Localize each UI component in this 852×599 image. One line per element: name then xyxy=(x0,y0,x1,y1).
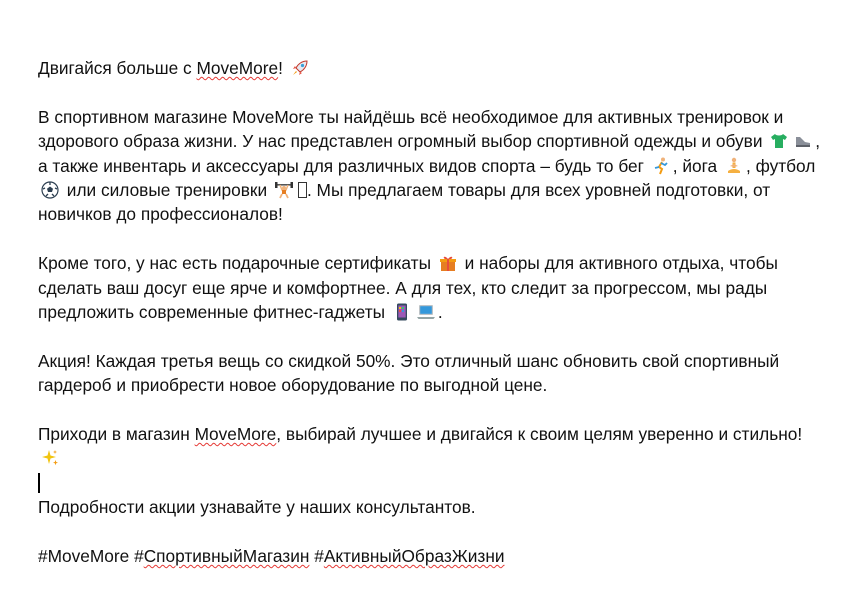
details-text: Подробности акции узнавайте у наших консультантов. xyxy=(38,497,476,518)
paragraph-gifts xyxy=(38,251,828,324)
runner-icon xyxy=(651,156,671,176)
brand-name: MoveMore xyxy=(194,424,277,445)
missing-glyph-icon xyxy=(298,182,307,198)
text-cursor xyxy=(38,473,40,493)
empty-line[interactable] xyxy=(38,471,828,495)
intro-text-4: , футбол xyxy=(745,155,816,176)
paragraph-headline xyxy=(38,56,828,80)
hashtag-movemore: #MoveMore xyxy=(38,546,130,567)
gifts-text-3: . xyxy=(437,302,443,323)
tshirt-icon xyxy=(769,131,789,151)
headline-exclamation: ! xyxy=(278,58,288,78)
gifts-text-1: Кроме того, у нас есть подарочные сертификаты xyxy=(38,253,436,274)
paragraph-call-to-action xyxy=(38,422,828,471)
cta-text-1: Приходи в магазин xyxy=(38,424,195,445)
hashtag-symbol: # xyxy=(314,546,324,567)
sneaker-icon xyxy=(793,131,813,151)
intro-text-2: , а также инвентарь и аксессуары для различных видов спорта – будь то бег xyxy=(38,131,821,176)
document-body[interactable] xyxy=(38,56,828,568)
sparkles-icon xyxy=(40,448,60,468)
promo-text: Акция! Каждая третья вещь со скидкой 50%. Это отличный шанс обновить свой спортивный гардероб и приобрести новое оборудование по выгодной цене. xyxy=(38,350,780,396)
soccer-ball-icon xyxy=(40,180,60,200)
hashtag-active-lifestyle: АктивныйОбразЖизни xyxy=(323,546,505,567)
cta-text-2: , выбирай лучшее и двигайся к своим целям уверенно и стильно! xyxy=(276,424,803,445)
paragraph-hashtags xyxy=(38,544,828,568)
hashtag-symbol: # xyxy=(134,546,144,567)
gift-icon xyxy=(438,253,458,273)
paragraph-details xyxy=(38,495,828,519)
rocket-icon xyxy=(290,58,310,78)
phone-icon xyxy=(392,302,412,322)
paragraph-intro xyxy=(38,105,828,227)
weightlifter-icon xyxy=(274,180,294,200)
yoga-icon xyxy=(724,156,744,176)
gifts-text-2: и наборы для активного отдыха, чтобы сделать ваш досуг еще ярче и комфортнее. А для тех, кто следит за прогрессом, мы рады предложить современные фитнес-гаджеты xyxy=(38,253,778,323)
intro-text-1: В спортивном магазине MoveMore ты найдёшь всё необходимое для активных тренировок и здорового образа жизни. У нас представлен огромный выбор спортивной одежды и обуви xyxy=(38,106,784,152)
headline-text: Двигайся больше с xyxy=(38,58,197,78)
laptop-icon xyxy=(416,302,436,322)
intro-text-5: или силовые тренировки xyxy=(62,180,272,201)
intro-text-3: , йога xyxy=(672,155,722,176)
brand-name: MoveMore xyxy=(196,58,279,78)
paragraph-promo xyxy=(38,349,828,398)
intro-text-6: . Мы предлагаем товары для всех уровней подготовки, от новичков до профессионалов! xyxy=(38,180,771,225)
hashtag-sport-store: СпортивныйМагазин xyxy=(143,546,310,567)
